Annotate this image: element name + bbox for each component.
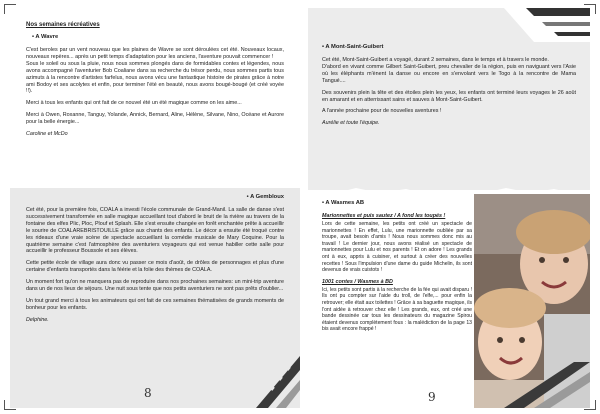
crop-mark — [595, 400, 596, 410]
left-page — [10, 8, 300, 408]
wavre-paragraph: Merci à tous les enfants qui ont fait de ce nouvel été un été magique comme on les aime... — [26, 100, 242, 107]
wavre-signature: Caroline et McDo — [26, 131, 68, 138]
gembloux-block — [10, 188, 300, 408]
wavre-paragraph: Merci à Owen, Roxanne, Tanguy, Yolande, Annick, Bernard, Aline, Hélène, Silvane, Nino, Océane et Aurore pour la belle énergie... — [26, 112, 284, 126]
crop-mark — [4, 4, 5, 14]
crop-mark — [4, 409, 16, 410]
wavre-paragraph: C'est beroles par un vent nouveau que les plaines de Wavre se sont déroulées cet été. Nouveaux locaux, nouveaux repères... après un petit temps d'adaptation pour les anciens, l'aventure pouvait commencer ! — [26, 47, 284, 60]
wavre-section — [26, 22, 284, 137]
gembloux-paragraph: Cette petite école de village aura donc vu passer ce mois d'août, de drôles de personnages et plus d'une certaine d'enfants transportés dans la féérie et la folie des thèmes de COALA. — [26, 260, 284, 274]
right-page — [308, 8, 590, 408]
mont-saint-guibert-block — [308, 8, 590, 190]
crop-mark — [4, 400, 5, 410]
gembloux-signature: Delphine. — [26, 316, 49, 323]
gembloux-paragraph: Cet été, pour la première fois, COALA a investi l'école communale de Grand-Manil. La salle de danse s'est successivement transformée en salle magique accueillant tout d'abord le bruit de la rivière au travers de la fontaine des elfes Plic, Ploc, Plouf et Splash. Elle s'est ensuite changée en forêt enchantée prête à accueillir le sourire de COALAREBRISTOUILLE grâce aux chants des enfants. Le décor a ensuite été troqué contre les rideaux d'une vraie scène de spectacle accueillant la comédie musicale de Mary Coquine. Pour la quatrième semaine c'est l'atmosphère des aventuriers voyageurs qui est venue habiller cette salle pour accueillir le professeur Boussole et ses élèves. — [26, 207, 284, 255]
wavre-paragraph: Sous le soleil ou sous la pluie, nous nous sommes plongés dans de formidables contes et légendes, nous avons accompagné l'aventurier Bob Coaliane dans sa recherche du trésor perdu, nous sommes partis tous azimuts à la rencontre d'artistes farfelus, nous avons vécu une fantastique histoire de pirates grâce à notre ami Bodoy et ses acolytes et enfin, pour terminer l'été en beauté, nous avons bougé-bougé (et créé voyée !!). — [26, 60, 284, 95]
page-number: 8 — [144, 386, 152, 400]
film-strip-decoration — [246, 356, 300, 408]
wasmes-subtitle: Marionnettes et puis sautez / A fond les toupés ! — [322, 213, 446, 219]
msg-paragraph: A l'année prochaine pour de nouvelles aventures ! — [322, 108, 442, 115]
page-heading: Nos semaines récréatives — [26, 22, 100, 28]
wasmes-title: • A Wasmes AB — [322, 200, 365, 206]
msg-paragraph: D'abord en vivant comme Gilbert Saint-Guibert, preu chevalier de la région, puis en naviguant vers l'Asie où les éléphants m'ènent la danse ou encore en s'envolant vers le Togo à la rencontre de Mama Tangué.... — [322, 63, 576, 84]
gembloux-section — [26, 194, 284, 323]
mont-saint-guibert-title: • A Mont-Saint-Guibert — [322, 44, 384, 50]
wasmes-subtitle: 1001 contes / Wasmes à BD — [322, 278, 393, 285]
wasmes-section — [322, 200, 472, 338]
crop-mark — [595, 4, 596, 14]
msg-paragraph: Cet été, Mont-Saint-Guibert a voyagé, durant 2 semaines, dans le temps et à travers le monde. — [322, 57, 549, 63]
gembloux-paragraph: Un tout grand merci à tous les animateurs qui ont fait de ces semaines thématisées de grands moments de bonheur pour les enfants. — [26, 297, 284, 311]
gembloux-paragraph: Un moment fort qu'on ne manquera pas de reproduire dans nos prochaines semaines: un mini-trip aventure dans un de nos lieux de séjours. Une nuit sous tente que nos petits aventuriers ne sont pas prêts d'oublier... — [26, 279, 284, 293]
stripes-decoration — [504, 8, 590, 42]
page-number: 9 — [428, 390, 436, 404]
msg-signature: Aurélie et toute l'équipe. — [322, 120, 380, 127]
wavre-title: • A Wavre — [32, 34, 59, 40]
film-strip-decoration — [504, 362, 590, 408]
msg-paragraph: Des souvenirs plein la tête et des étoiles plein les yeux, les enfants ont terminé leurs voyages le 26 août en amarant et en atterrissant sains et sauves à Mont-Saint-Guibert. — [322, 89, 576, 103]
mont-saint-guibert-section — [322, 44, 576, 126]
crop-mark — [4, 4, 16, 5]
wasmes-paragraph: Ici, les petits sont partis à la recherche de la fée qui avait disparu ! Ils ont pu compter sur l'aide du troll, de l'elfe,... pour enfin la retrouver; elle était aux toilettes ! Grâce à sa baguette magique, ils l'ont aidée à retrouver chez elle ! Les grands, eux, ont créé une bande dessinée car tous les dessinateurs du magazine Spirou étaient devenus complètement fous : la malédiction de la page 13 bis avait encore frappé ! — [322, 286, 472, 333]
gembloux-title: • A Gembloux — [246, 194, 284, 200]
wasmes-paragraph: Lors de cette semaine, les petits ont créé un spectacle de marionnettes ! En effet, Lulu, une marionnette oubliée par sa troupe, avait besoin d'amis ! Nous nous sommes donc mis au travail ! Le dernier jour, nous avons réalisé un spectacle de marionnettes pour Lulu et nos parents ! Et on adore ! Les grands ont à eux, appris à cuisiner, et surtout à créer des nouvelles recettes ! Sous l'impulsion d'une dame du guide Michelin, ils sont devenus de vrais cuistots ! — [322, 221, 472, 274]
